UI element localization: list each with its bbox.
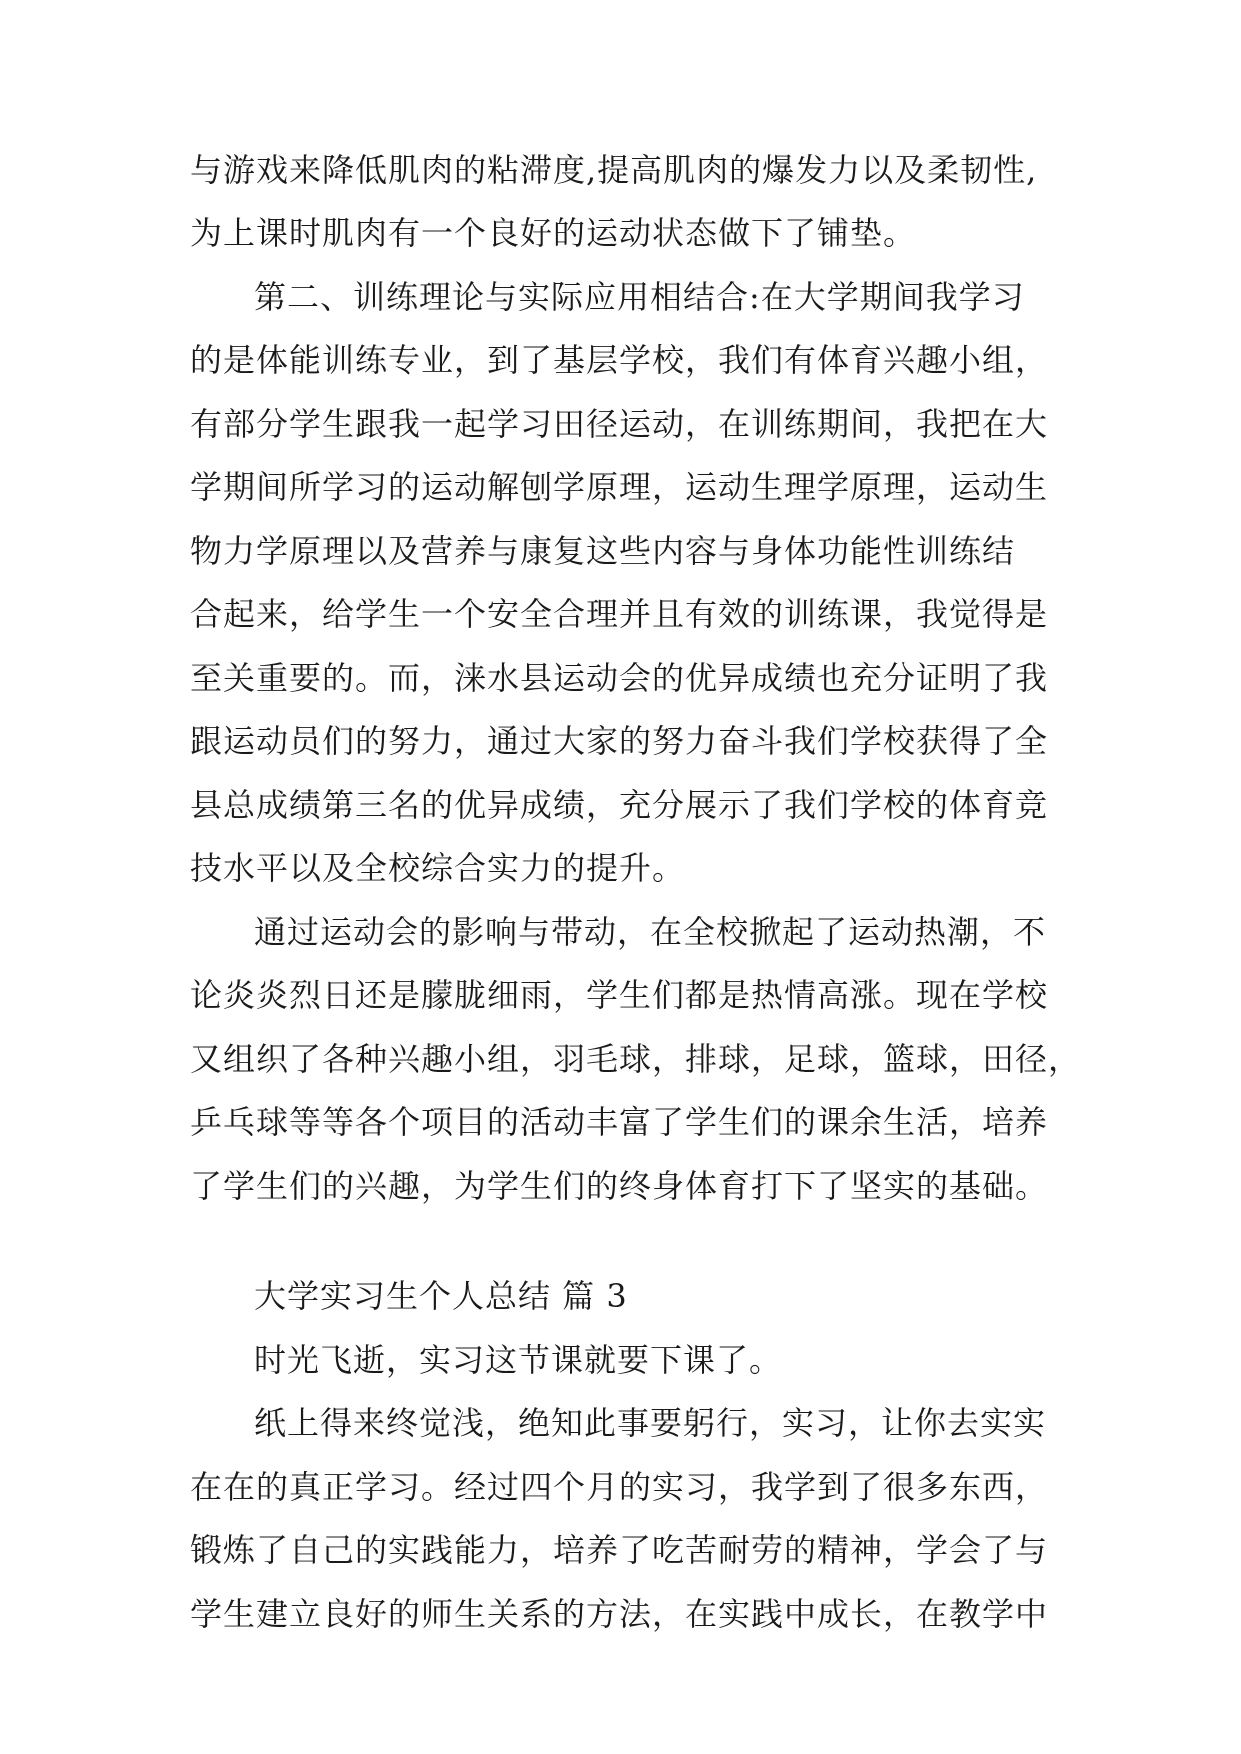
paragraph-start-line: 纸上得来终觉浅，绝知此事要躬行，实习，让你去实实 [254, 1404, 1047, 1442]
text-line: 了学生们的兴趣，为学生们的终身体育打下了坚实的基础。 [190, 1167, 1049, 1205]
text-line: 合起来，给学生一个安全合理并且有效的训练课，我觉得是 [190, 595, 1049, 633]
text-line: 跟运动员们的努力，通过大家的努力奋斗我们学校获得了全 [190, 722, 1049, 760]
text-line: 有部分学生跟我一起学习田径运动，在训练期间，我把在大 [190, 405, 1049, 443]
text-line: 至关重要的。而，涞水县运动会的优异成绩也充分证明了我 [190, 659, 1049, 697]
text-line: 乒乓球等等各个项目的活动丰富了学生们的课余生活，培养 [190, 1103, 1049, 1141]
paragraph-start-line: 通过运动会的影响与带动，在全校掀起了运动热潮，不 [254, 913, 1047, 951]
text-line: 学期间所学习的运动解刨学原理，运动生理学原理，运动生 [190, 468, 1049, 506]
text-line: 又组织了各种兴趣小组，羽毛球，排球，足球，篮球，田径， [190, 1040, 1082, 1078]
text-line: 技水平以及全校综合实力的提升。 [190, 849, 686, 887]
section-heading: 大学实习生个人总结 篇 3 [254, 1277, 628, 1315]
text-line: 与游戏来降低肌肉的粘滞度,提高肌肉的爆发力以及柔韧性, [190, 151, 1038, 189]
text-line: 物力学原理以及营养与康复这些内容与身体功能性训练结 [190, 532, 1016, 570]
paragraph-start-line: 第二、训练理论与实际应用相结合:在大学期间我学习 [254, 278, 1025, 316]
text-line: 县总成绩第三名的优异成绩，充分展示了我们学校的体育竞 [190, 786, 1049, 824]
text-line: 为上课时肌肉有一个良好的运动状态做下了铺垫。 [190, 214, 917, 252]
text-line: 的是体能训练专业，到了基层学校，我们有体育兴趣小组， [190, 341, 1049, 379]
text-line: 学生建立良好的师生关系的方法，在实践中成长，在教学中 [190, 1595, 1049, 1633]
text-line: 在在的真正学习。经过四个月的实习，我学到了很多东西， [190, 1468, 1049, 1506]
text-line: 论炎炎烈日还是朦胧细雨，学生们都是热情高涨。现在学校 [190, 976, 1049, 1014]
paragraph-start-line: 时光飞逝，实习这节课就要下课了。 [254, 1341, 783, 1379]
text-line: 锻炼了自己的实践能力，培养了吃苦耐劳的精神，学会了与 [190, 1531, 1049, 1569]
